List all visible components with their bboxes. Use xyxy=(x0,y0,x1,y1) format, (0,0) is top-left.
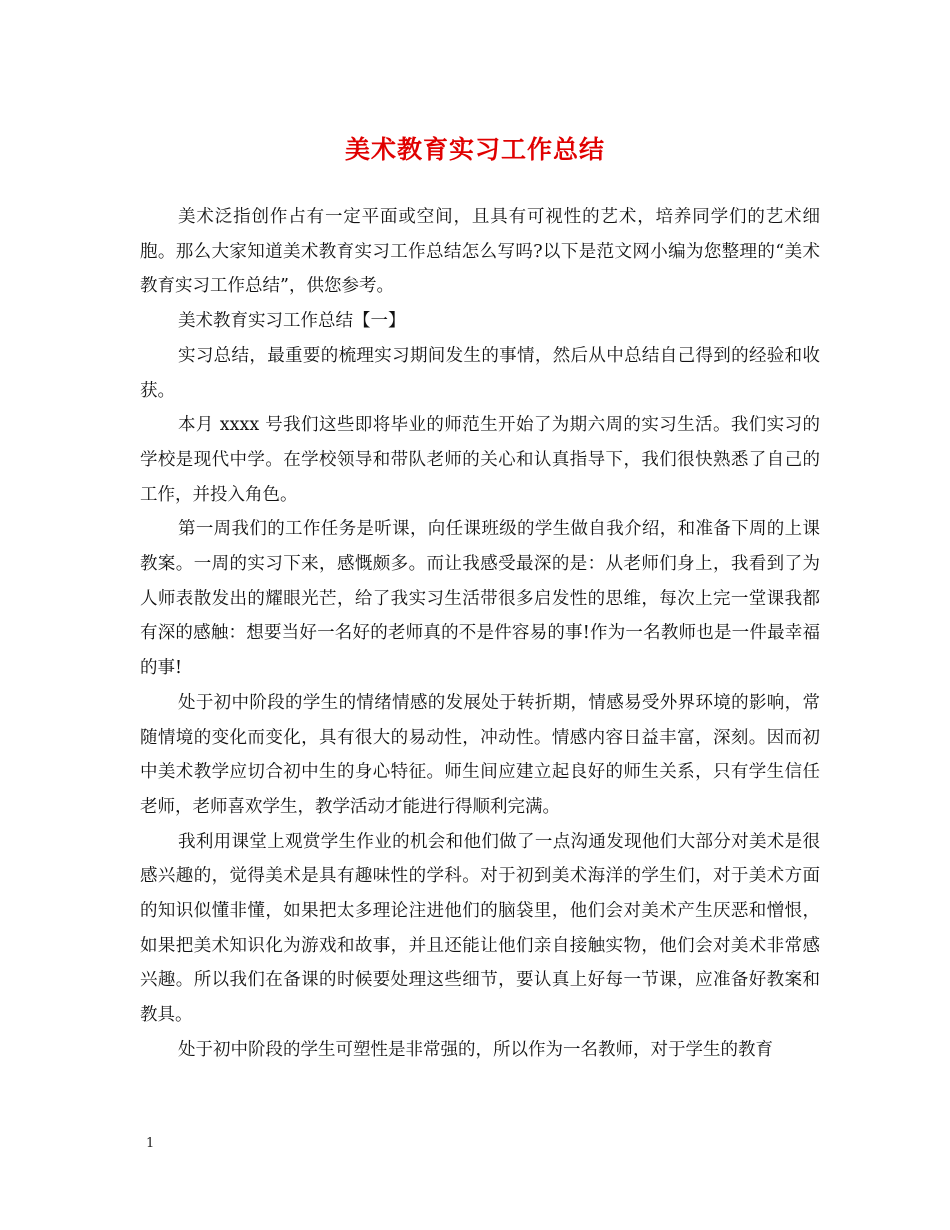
page-number: 1 xyxy=(146,1136,155,1151)
paragraph: 本月 xxxx 号我们这些即将毕业的师范生开始了为期六周的实习生活。我们实习的学校是现代中学。在学校领导和带队老师的关心和认真指导下，我们很快熟悉了自己的工作，并投入角色。 xyxy=(140,415,820,505)
paragraph: 处于初中阶段的学生可塑性是非常强的，所以作为一名教师，对于学生的教育 xyxy=(178,1039,773,1060)
paragraph-intro: 美术泛指创作占有一定平面或空间，且具有可视性的艺术，培养同学们的艺术细胞。那么大家知道美术教育实习工作总结怎么写吗?以下是范文网小编为您整理的“美术教育实习工作总结”，供您参考。 xyxy=(140,207,820,297)
paragraph: 处于初中阶段的学生的情绪情感的发展处于转折期，情感易受外界环境的影响，常随情境的变化而变化，具有很大的易动性，冲动性。情感内容日益丰富，深刻。因而初中美术教学应切合初中生的身心特征。师生间应建立起良好的师生关系，只有学生信任老师，老师喜欢学生，教学活动才能进行得顺利完满。 xyxy=(140,692,820,817)
paragraph: 实习总结，最重要的梳理实习期间发生的事情，然后从中总结自己得到的经验和收获。 xyxy=(140,345,820,401)
paragraph: 第一周我们的工作任务是听课，向任课班级的学生做自我介绍，和准备下周的上课教案。一周的实习下来，感慨颇多。而让我感受最深的是：从老师们身上，我看到了为人师表散发出的耀眼光芒，给了我实习生活带很多启发性的思维，每次上完一堂课我都有深的感触：想要当好一名好的老师真的不是件容易的事!作为一名教师也是一件最幸福的事! xyxy=(140,519,820,679)
section-heading: 美术教育实习工作总结【一】 xyxy=(178,311,406,332)
paragraph: 我利用课堂上观赏学生作业的机会和他们做了一点沟通发现他们大部分对美术是很感兴趣的，觉得美术是具有趣味性的学科。对于初到美术海洋的学生们，对于美术方面的知识似懂非懂，如果把太多理论注进他们的脑袋里，他们会对美术产生厌恶和憎恨，如果把美术知识化为游戏和故事，并且还能让他们亲自接触实物，他们会对美术非常感兴趣。所以我们在备课的时候要处理这些细节，要认真上好每一节课，应准备好教案和教具。 xyxy=(140,831,820,1026)
document-title: 美术教育实习工作总结 xyxy=(344,135,605,164)
document-body xyxy=(140,200,820,1068)
